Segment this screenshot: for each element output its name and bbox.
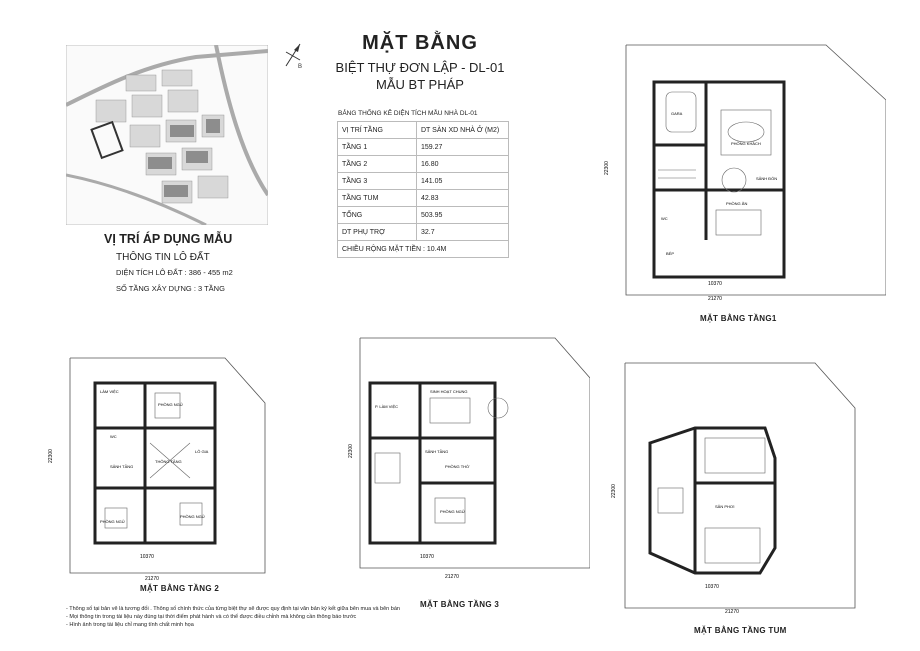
disclaimer-notes [66,605,400,629]
floor2-caption: MẶT BẰNG TẦNG 2 [140,584,220,593]
table-row [338,224,509,241]
room-label: GARA [671,111,683,116]
room-label: SẢNH ĐÓN [756,176,778,181]
room-label: PHÒNG THỜ [445,464,470,469]
area-stats-table [337,121,509,258]
table-cell: 159.27 [417,139,509,156]
table-row [338,156,509,173]
room-label: SINH HOẠT CHUNG [430,389,468,394]
table-cell: 42.83 [417,190,509,207]
stats-table-caption: BẢNG THỐNG KÊ DIỆN TÍCH MẪU NHÀ DL-01 [338,110,478,117]
room-label: SÂN PHƠI [715,504,735,509]
table-cell: TẦNG 1 [338,139,417,156]
dimension-side: 22300 [611,484,617,498]
note-line: - Mọi thông tin trong tài liệu này đúng tại thời điểm phát hành và có thể được điều chỉnh mà không cần thông báo trước [66,614,357,620]
dimension-total: 21270 [725,609,739,615]
floor1-caption: MẶT BẰNG TẦNG1 [700,314,777,323]
site-location-map [66,45,268,225]
table-cell: TẦNG 3 [338,173,417,190]
column-header: VỊ TRÍ TẦNG [338,122,417,139]
table-cell: 16.80 [417,156,509,173]
table-row [338,190,509,207]
room-label: PHÒNG NGỦ [158,402,183,407]
dimension-side: 22300 [348,444,354,458]
table-cell: TẦNG TUM [338,190,417,207]
dimension-house: 10370 [708,281,722,287]
table-cell: TỔNG [338,207,417,224]
floor-tum-caption: MẶT BẰNG TẦNG TUM [694,626,787,635]
page-title: MẶT BẰNG [362,32,478,54]
floor-plan-2 [40,328,290,583]
dimension-total: 21270 [445,574,459,580]
table-cell: DT PHỤ TRỢ [338,224,417,241]
dimension-side: 22300 [48,449,54,463]
floor-plan-tum [600,358,890,616]
column-header: DT SÀN XD NHÀ Ở (M2) [417,122,509,139]
table-cell: 32.7 [417,224,509,241]
floor-count: SỐ TẦNG XÂY DỰNG : 3 TẦNG [116,284,225,293]
room-label: LÔ GIA [195,449,209,454]
table-cell: TẦNG 2 [338,156,417,173]
dimension-house: 10370 [140,554,154,560]
room-label: P. LÀM VIỆC [375,404,399,409]
table-row [338,207,509,224]
page-subtitle: BIỆT THỰ ĐƠN LẬP - DL-01 [335,60,505,75]
room-label: PHÒNG NGỦ [100,519,125,524]
room-label: SẢNH TẦNG [110,464,134,469]
page-subtitle-2: MẪU BT PHÁP [376,77,464,92]
table-cell: 141.05 [417,173,509,190]
room-label: PHÒNG NGỦ [180,514,205,519]
floor3-caption: MẶT BẰNG TẦNG 3 [420,600,500,609]
table-row [338,139,509,156]
lot-area: DIỆN TÍCH LÔ ĐẤT : 386 - 455 m2 [116,268,233,277]
dimension-house: 10370 [420,554,434,560]
room-label: PHÒNG ĂN [726,201,748,206]
table-row [338,241,509,258]
floor-plan-1 [596,40,886,310]
dimension-total: 21270 [145,576,159,582]
dimension-total: 21270 [708,296,722,302]
room-label: WC [110,434,117,439]
location-title: VỊ TRÍ ÁP DỤNG MẪU [104,232,233,246]
dimension-house: 10370 [705,584,719,590]
table-cell: 503.95 [417,207,509,224]
note-line: - Hình ảnh trong tài liệu chỉ mang tính chất minh họa [66,622,194,628]
room-label: SẢNH TẦNG [425,449,449,454]
room-label: LÀM VIỆC [100,389,119,394]
room-label: PHÒNG NGỦ [440,509,465,514]
room-label: PHÒNG KHÁCH [731,141,761,146]
table-row [338,173,509,190]
dimension-side: 22300 [604,161,610,175]
note-line: - Thông số tại bản vẽ là tương đối . Thông số chính thức của từng biệt thự sẽ được quy định tại văn bản ký kết giữa bên mua và bên bán [66,606,400,612]
compass-icon [282,40,306,70]
room-label: WC [661,216,668,221]
table-header-row [338,122,509,139]
frontage-cell: CHIỀU RỘNG MẶT TIỀN : 10.4M [338,241,509,258]
svg-text:B: B [298,64,303,70]
location-subtitle: THÔNG TIN LÔ ĐẤT [116,252,210,263]
room-label: THÔNG TẦNG [155,459,182,464]
room-label: BẾP [666,251,675,256]
floor-plan-3 [330,328,590,583]
